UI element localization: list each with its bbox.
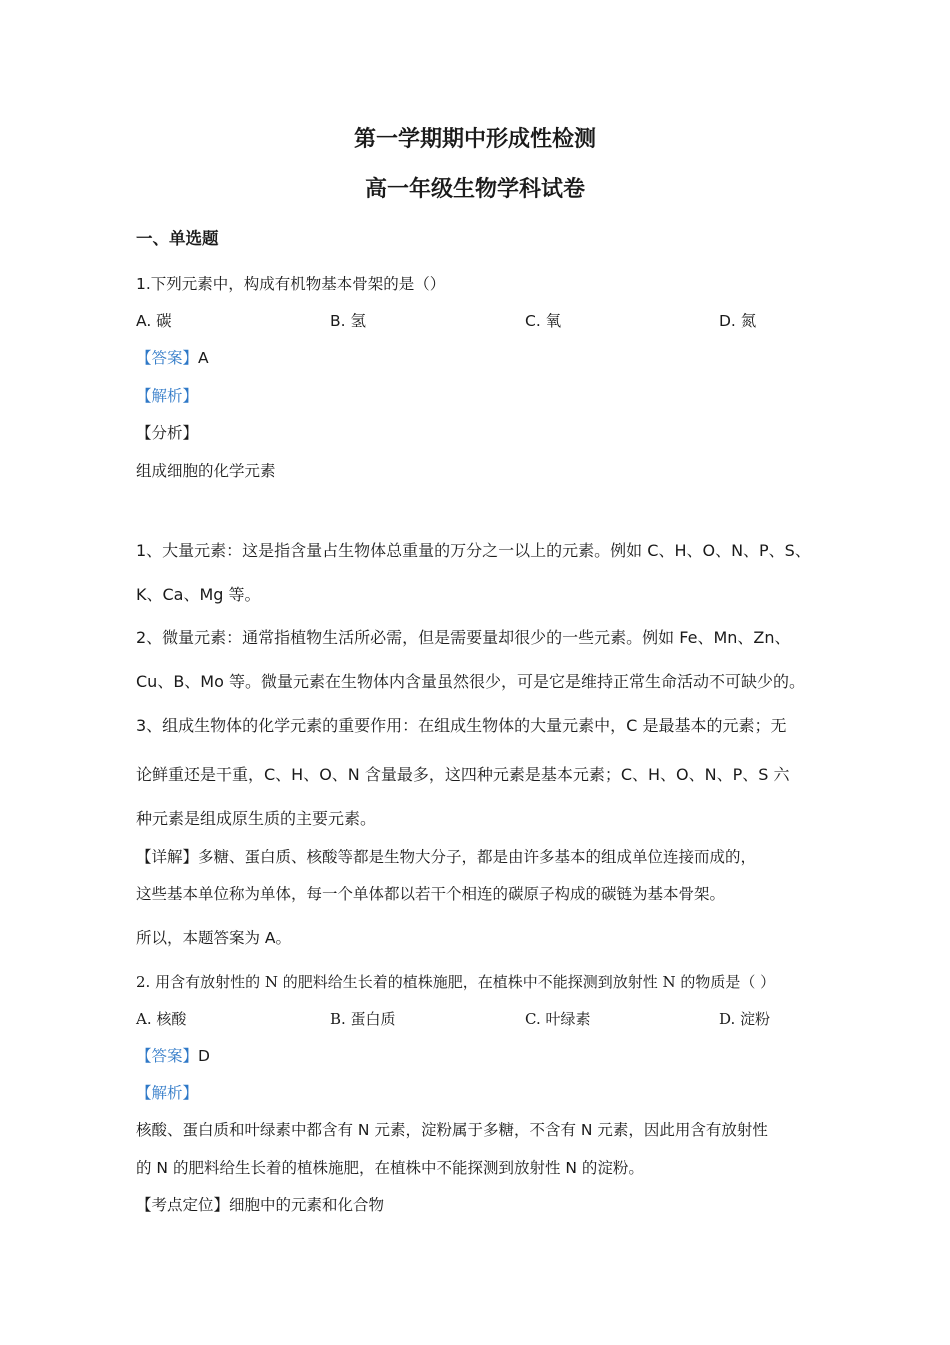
q2-answer-line	[136, 1046, 210, 1066]
q2-option-c: C. 叶绿素	[525, 1010, 591, 1028]
q1-stem: 1.下列元素中，构成有机物基本骨架的是（）	[136, 275, 446, 293]
q1-option-d: D. 氮	[719, 312, 757, 330]
q1-paragraph-3c: 种元素是组成原生质的主要元素。	[136, 809, 377, 828]
q1-intro: 组成细胞的化学元素	[136, 462, 276, 480]
q2-explanation-1: 核酸、蛋白质和叶绿素中都含有 N 元素，淀粉属于多糖，不含有 N 元素，因此用含有放射性	[136, 1121, 768, 1139]
q2-stem: 2. 用含有放射性的 N 的肥料给生长着的植株施肥，在植株中不能探测到放射性 N 的物质是（ ）	[136, 973, 776, 991]
q2-explanation-2: 的 N 的肥料给生长着的植株施肥，在植株中不能探测到放射性 N 的淀粉。	[136, 1159, 644, 1177]
q1-detail-1: 【详解】多糖、蛋白质、核酸等都是生物大分子，都是由许多基本的组成单位连接而成的，	[136, 848, 757, 866]
q1-answer-tag: 【答案】	[136, 349, 199, 367]
q1-fenxi-tag: 【分析】	[136, 424, 199, 442]
page-title: 第一学期期中形成性检测	[353, 127, 596, 152]
q2-option-a: A. 核酸	[136, 1010, 187, 1028]
q2-option-d: D. 淀粉	[719, 1010, 771, 1028]
q2-answer-tag: 【答案】	[136, 1047, 199, 1065]
q1-analysis-tag: 【解析】	[136, 387, 199, 405]
q1-paragraph-2a: 2、微量元素：通常指植物生活所必需，但是需要量却很少的一些元素。例如 Fe、Mn、Zn、	[136, 628, 791, 647]
q2-option-b: B. 蛋白质	[330, 1010, 396, 1028]
q1-answer: A	[198, 349, 209, 367]
q1-option-b: B. 氢	[330, 312, 366, 330]
q2-kaodian: 【考点定位】细胞中的元素和化合物	[136, 1196, 385, 1214]
q1-paragraph-3b: 论鲜重还是干重，C、H、O、N 含量最多，这四种元素是基本元素；C、H、O、N、P、S 六	[136, 765, 790, 784]
q1-conclusion: 所以，本题答案为 A。	[136, 929, 292, 947]
q1-paragraph-1a: 1、大量元素：这是指含量占生物体总重量的万分之一以上的元素。例如 C、H、O、N、P、S、	[136, 541, 811, 560]
q1-paragraph-3a: 3、组成生物体的化学元素的重要作用：在组成生物体的大量元素中，C 是最基本的元素；无	[136, 716, 787, 735]
q1-answer-line	[136, 348, 209, 368]
section-heading: 一、单选题	[136, 229, 219, 248]
page-subtitle: 高一年级生物学科试卷	[364, 177, 585, 202]
q1-option-c: C. 氧	[525, 312, 562, 330]
q1-option-a: A. 碳	[136, 312, 172, 330]
q1-detail-2: 这些基本单位称为单体，每一个单体都以若干个相连的碳原子构成的碳链为基本骨架。	[136, 885, 726, 903]
q2-analysis-tag: 【解析】	[136, 1084, 199, 1102]
q2-answer: D	[198, 1047, 210, 1065]
q1-paragraph-1b: K、Ca、Mg 等。	[136, 585, 261, 604]
q1-paragraph-2b: Cu、B、Mo 等。微量元素在生物体内含量虽然很少，可是它是维持正常生命活动不可缺少的。	[136, 672, 805, 691]
